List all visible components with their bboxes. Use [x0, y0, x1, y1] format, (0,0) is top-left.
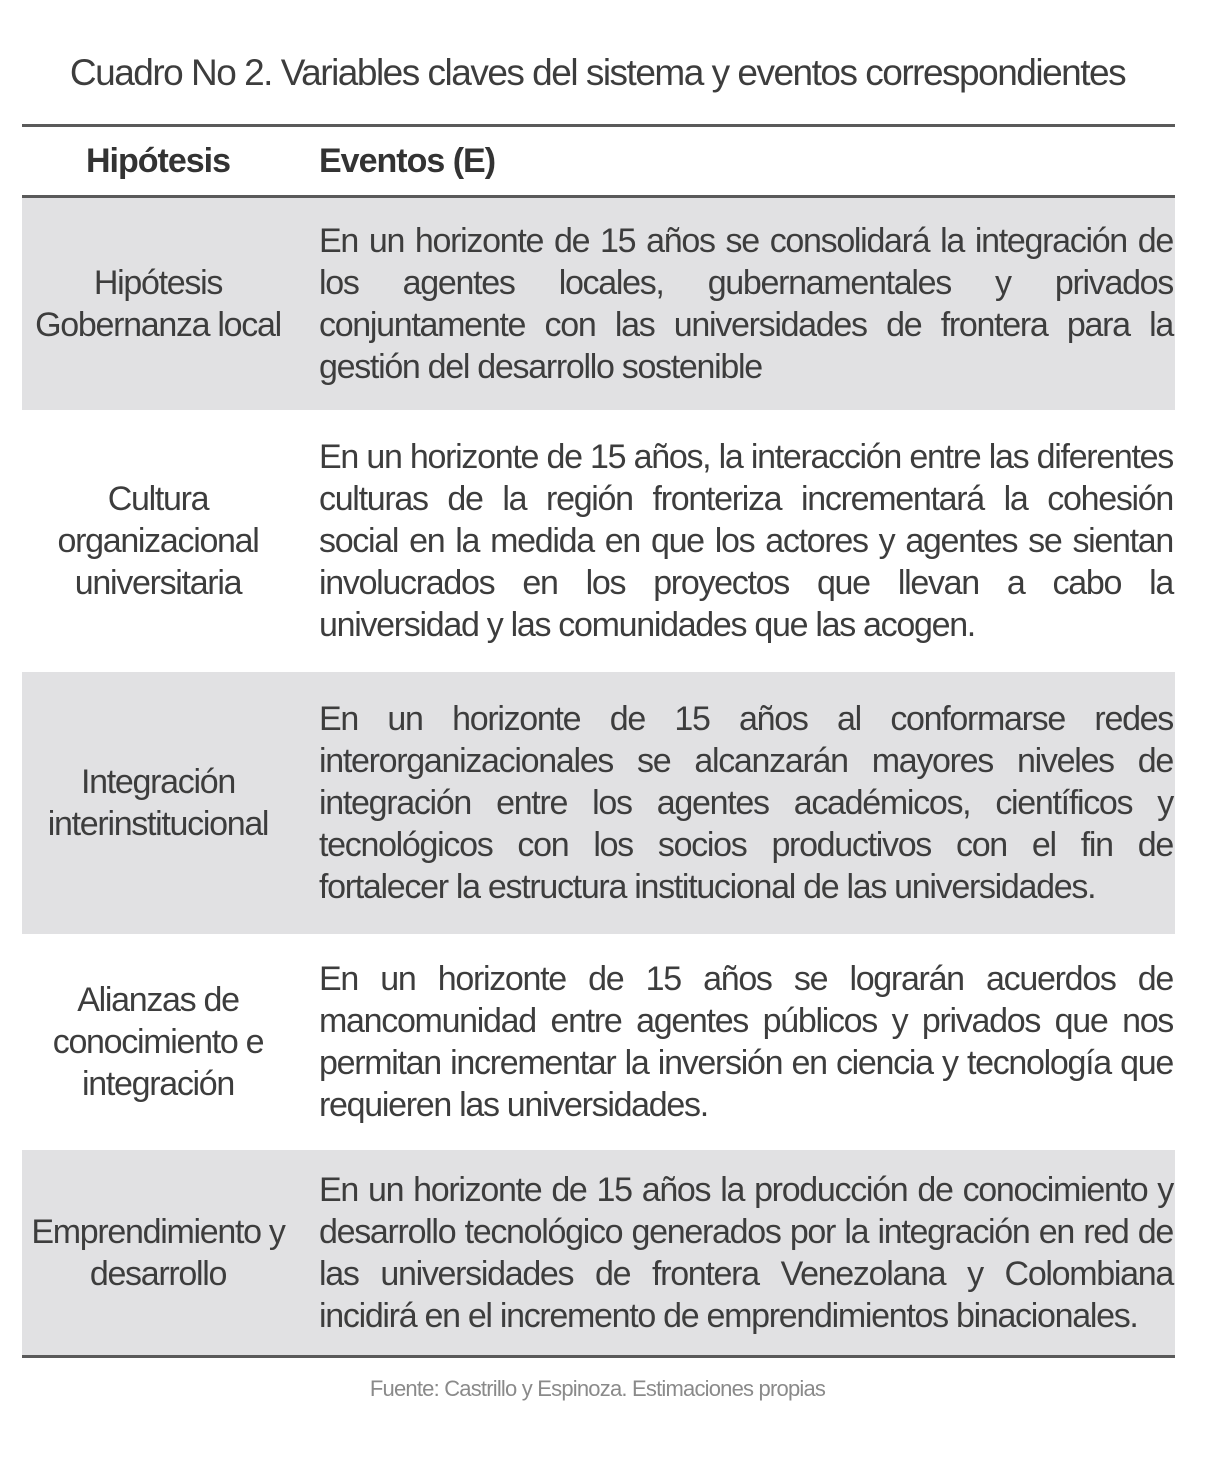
table-row [22, 934, 1175, 1150]
table-row [22, 198, 1175, 410]
hypothesis-cell: Emprendimiento y desarrollo [31, 1212, 285, 1293]
header-hypothesis: Hipótesis [85, 141, 231, 180]
event-cell: En un horizonte de 15 años al conformarse redes interorganizacionales se alcanzarán mayores niveles de integración entre los agentes académicos, científicos y tecnológicos con los socios productivos con el fin de fortalecer la estructura institucional de las universidades. [319, 700, 1173, 906]
event-cell: En un horizonte de 15 años se consolidará la integración de los agentes locales, gubernamentales y privados conjuntamente con las universidades de frontera para la gestión del desarrollo sostenible [319, 222, 1173, 386]
hypothesis-events-table [22, 124, 1175, 1358]
table-row [22, 1150, 1175, 1355]
hypothesis-cell: Alianzas de conocimiento e integración [52, 981, 264, 1103]
event-cell: En un horizonte de 15 años, la interacción entre las diferentes culturas de la región fronteriza incrementará la cohesión social en la medida en que los actores y agentes se sientan involucrados en los proyectos que llevan a cabo la universidad y las comunidades que las acogen. [319, 438, 1173, 644]
hypothesis-cell: Hipótesis Gobernanza local [35, 264, 281, 344]
event-cell: En un horizonte de 15 años la producción de conocimiento y desarrollo tecnológico generados por la integración en red de las universidades de frontera Venezolana y Colombiana incidirá en el incremento de emprendimientos binacionales. [319, 1170, 1173, 1335]
hypothesis-cell: Cultura organizacional universitaria [57, 480, 259, 602]
event-cell: En un horizonte de 15 años se lograrán acuerdos de mancomunidad entre agentes públicos y privados que nos permitan incrementar la inversión en ciencia y tecnología que requieren las universidades. [319, 960, 1173, 1124]
source-note: Fuente: Castrillo y Espinoza. Estimaciones propias [369, 1376, 826, 1401]
table-header-row [22, 127, 1175, 198]
hypothesis-cell: Integración interinstitucional [47, 763, 269, 843]
header-events: Eventos (E) [319, 141, 496, 180]
table-row [22, 672, 1175, 934]
table-caption: Cuadro No 2. Variables claves del sistema y eventos correspondientes [69, 52, 1126, 93]
table-row [22, 410, 1175, 672]
